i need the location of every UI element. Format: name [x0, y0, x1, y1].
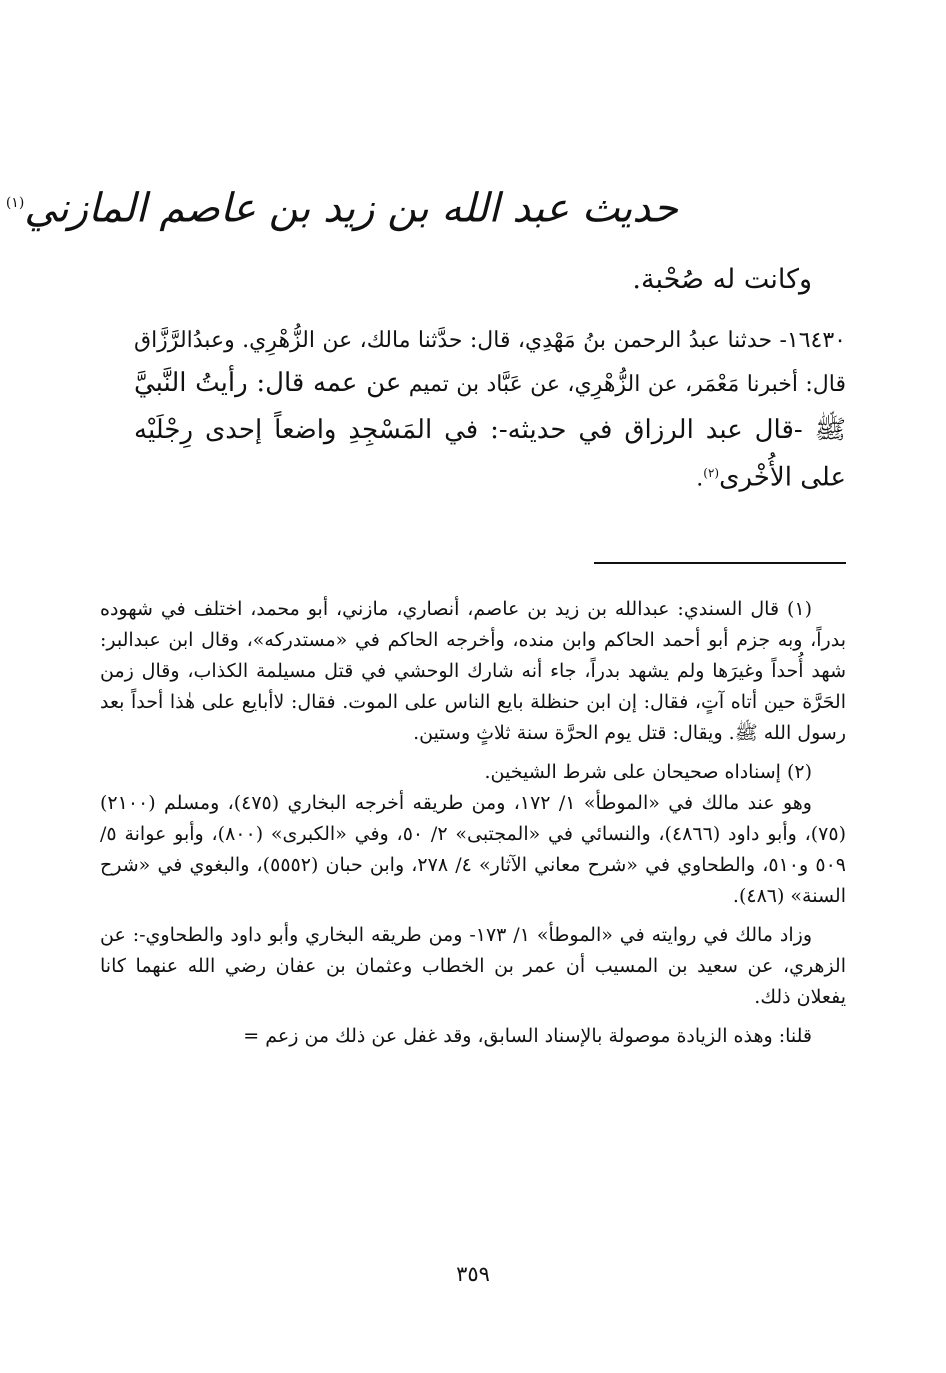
footnote-2-para-2: وزاد مالك في روايته في «الموطأ» ١/ ١٧٣- ومن طريقه البخاري وأبو داود والطحاوي-: عن الزهري، عن سعيد بن المسيب أن عمر بن الخطاب وعثمان بن عفان رضي الله عنهما كانا يفعلان ذلك.: [100, 924, 846, 1008]
companion-note: وكانت له صُحْبة.: [632, 264, 812, 295]
hadith-text: ١٦٤٣٠- حدثنا عبدُ الرحمن بنُ مَهْدِي، قال: حدَّثنا مالك، عن الزُّهْرِي. وعبدُالرَّزَّاق قال: أخبرنا مَعْمَر، عن الزُّهْرِي، عن عَبَّاد بن تميم عن عمه قال: رأيتُ النَّبيَّ ﷺ -قال عبد الرزاق في حديثه-: في المَسْجِدِ واضعاً إحدى رِجْلَيْه على الأُخْرى$^{(٢)}$.: [134, 328, 846, 493]
footnote-1: (١) قال السندي: عبدالله بن زيد بن عاصم، أنصاري، مازني، أبو محمد، اختلف في شهوده بدراً، وبه جزم أبو أحمد الحاكم وابن منده، وأخرجه الحاكم في «مستدركه»، وقال ابن عبدالبر: شهد أُحداً وغيرَها ولم يشهد بدراً، جاء أنه شارك الوحشي في قتل مسيلمة الكذاب، وقال زمن الحَرَّة حين أتاه آتٍ، فقال: إن ابن حنظلة بايع الناس على الموت. فقال: لاأبايع على هٰذا أحداً بعد رسول الله ﷺ. ويقال: قتل يوم الحرَّة سنة ثلاثٍ وستين.: [100, 598, 846, 744]
hadith-matn: عن عمه قال: رأيتُ النَّبيَّ ﷺ -قال عبد الرزاق في حديثه-: في المَسْجِدِ واضعاً إحدى رِجْلَيْه على الأُخْرى: [134, 368, 846, 493]
footnote-2-para-1: وهو عند مالك في «الموطأ» ١/ ١٧٢، ومن طريقه أخرجه البخاري (٤٧٥)، ومسلم (٢١٠٠) (٧٥)، وأبو داود (٤٨٦٦)، والنسائي في «المجتبى» ٢/ ٥٠، وفي «الكبرى» (٨٠٠)، وأبو عوانة ٥/ ٥٠٩ و٥١٠، والطحاوي في «شرح معاني الآثار» ٤/ ٢٧٨، وابن حبان (٥٥٥٢)، والبغوي في «شرح السنة» (٤٨٦).: [100, 792, 846, 907]
hadith-chain: ١٦٤٣٠- حدثنا عبدُ الرحمن بنُ مَهْدِي، قال: حدَّثنا مالك، عن الزُّهْرِي. وعبدُالرَّزَّاق قال: أخبرنا مَعْمَر، عن الزُّهْرِي، عن عَبَّاد بن تميم: [134, 328, 846, 397]
footnotes: [100, 594, 846, 1060]
footnote-divider: [594, 562, 846, 564]
page-number: ٣٥٩: [456, 1262, 490, 1286]
title-footnote-ref: (١): [5, 195, 25, 211]
chapter-title: [6, 178, 678, 233]
hadith-footnote-ref: (٢): [703, 466, 720, 480]
footnote-2-para-3: قلنا: وهذه الزيادة موصولة بالإسناد السابق، وقد غفل عن ذلك من زعم =: [243, 1025, 812, 1047]
footnote-2: (٢) إسناداه صحيحان على شرط الشيخين.: [484, 761, 812, 783]
chapter-title-text: حديث عبد الله بن زيد بن عاصم المازني: [24, 185, 678, 232]
